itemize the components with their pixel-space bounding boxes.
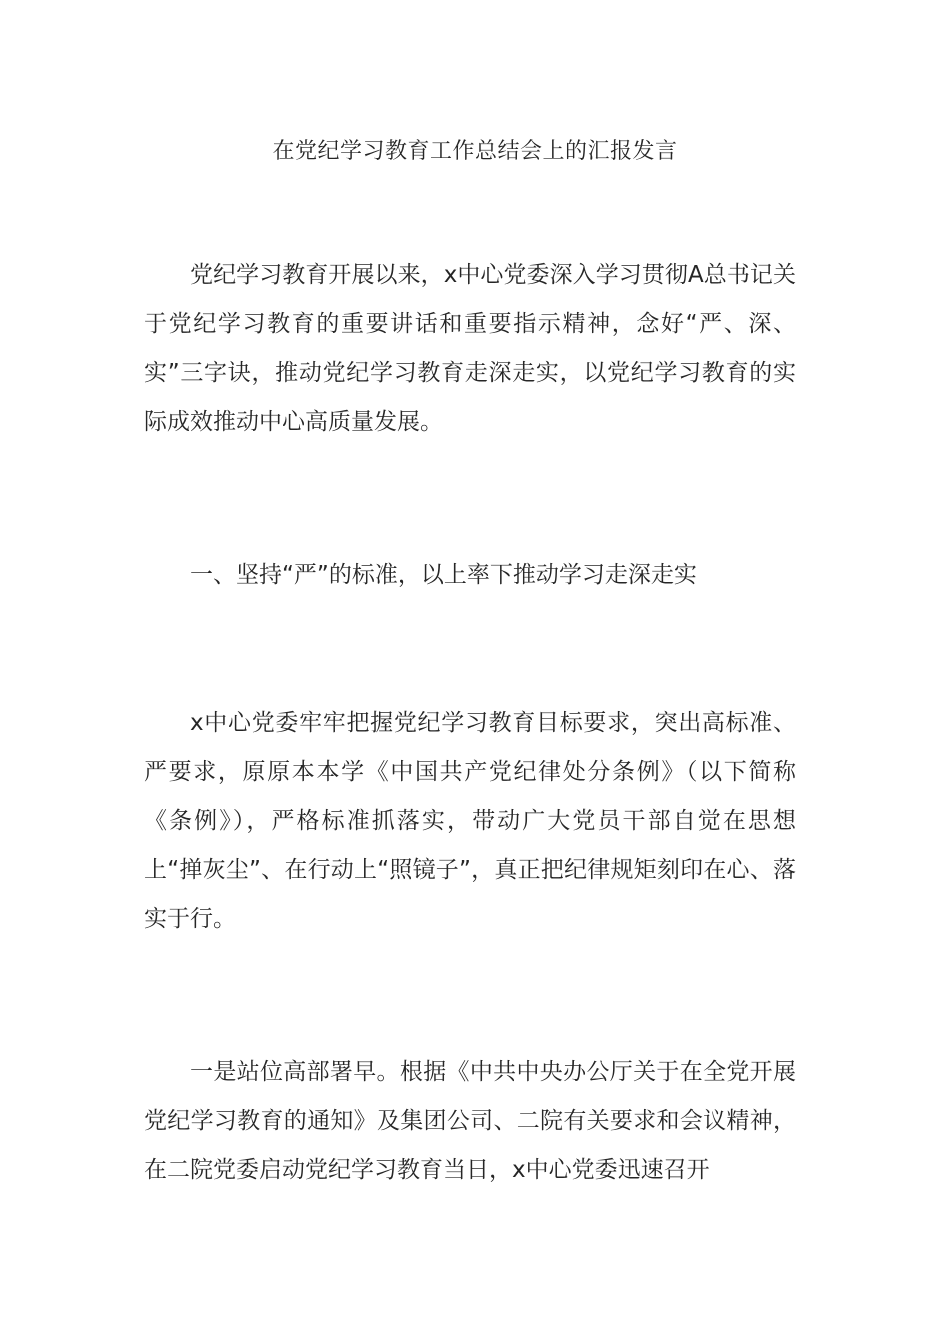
section-heading-1: 一、坚持“严”的标准，以上率下推动学习走深走实 [190,562,697,588]
document-title: 在党纪学习教育工作总结会上的汇报发言 [272,139,678,164]
intro-paragraph: 党纪学习教育开展以来，x中心党委深入学习贯彻A总书记关于党纪学习教育的重要讲话和重要指示精神，念好“严、深、实”三字诀，推动党纪学习教育走深走实，以党纪学习教育的实际成效推动中心高质量发展。 [144,262,796,435]
section-1-paragraph: x中心党委牢牢把握党纪学习教育目标要求，突出高标准、严要求，原原本本学《中国共产党纪律处分条例》（以下简称《条例》），严格标准抓落实，带动广大党员干部自觉在思想上“掸灰尘”、在行动上“照镜子”，真正把纪律规矩刻印在心、落实于行。 [144,710,796,932]
item-1-paragraph: 一是站位高部署早。根据《中共中央办公厅关于在全党开展党纪学习教育的通知》及集团公司、二院有关要求和会议精神，在二院党委启动党纪学习教育当日，x中心党委迅速召开 [144,1059,796,1183]
